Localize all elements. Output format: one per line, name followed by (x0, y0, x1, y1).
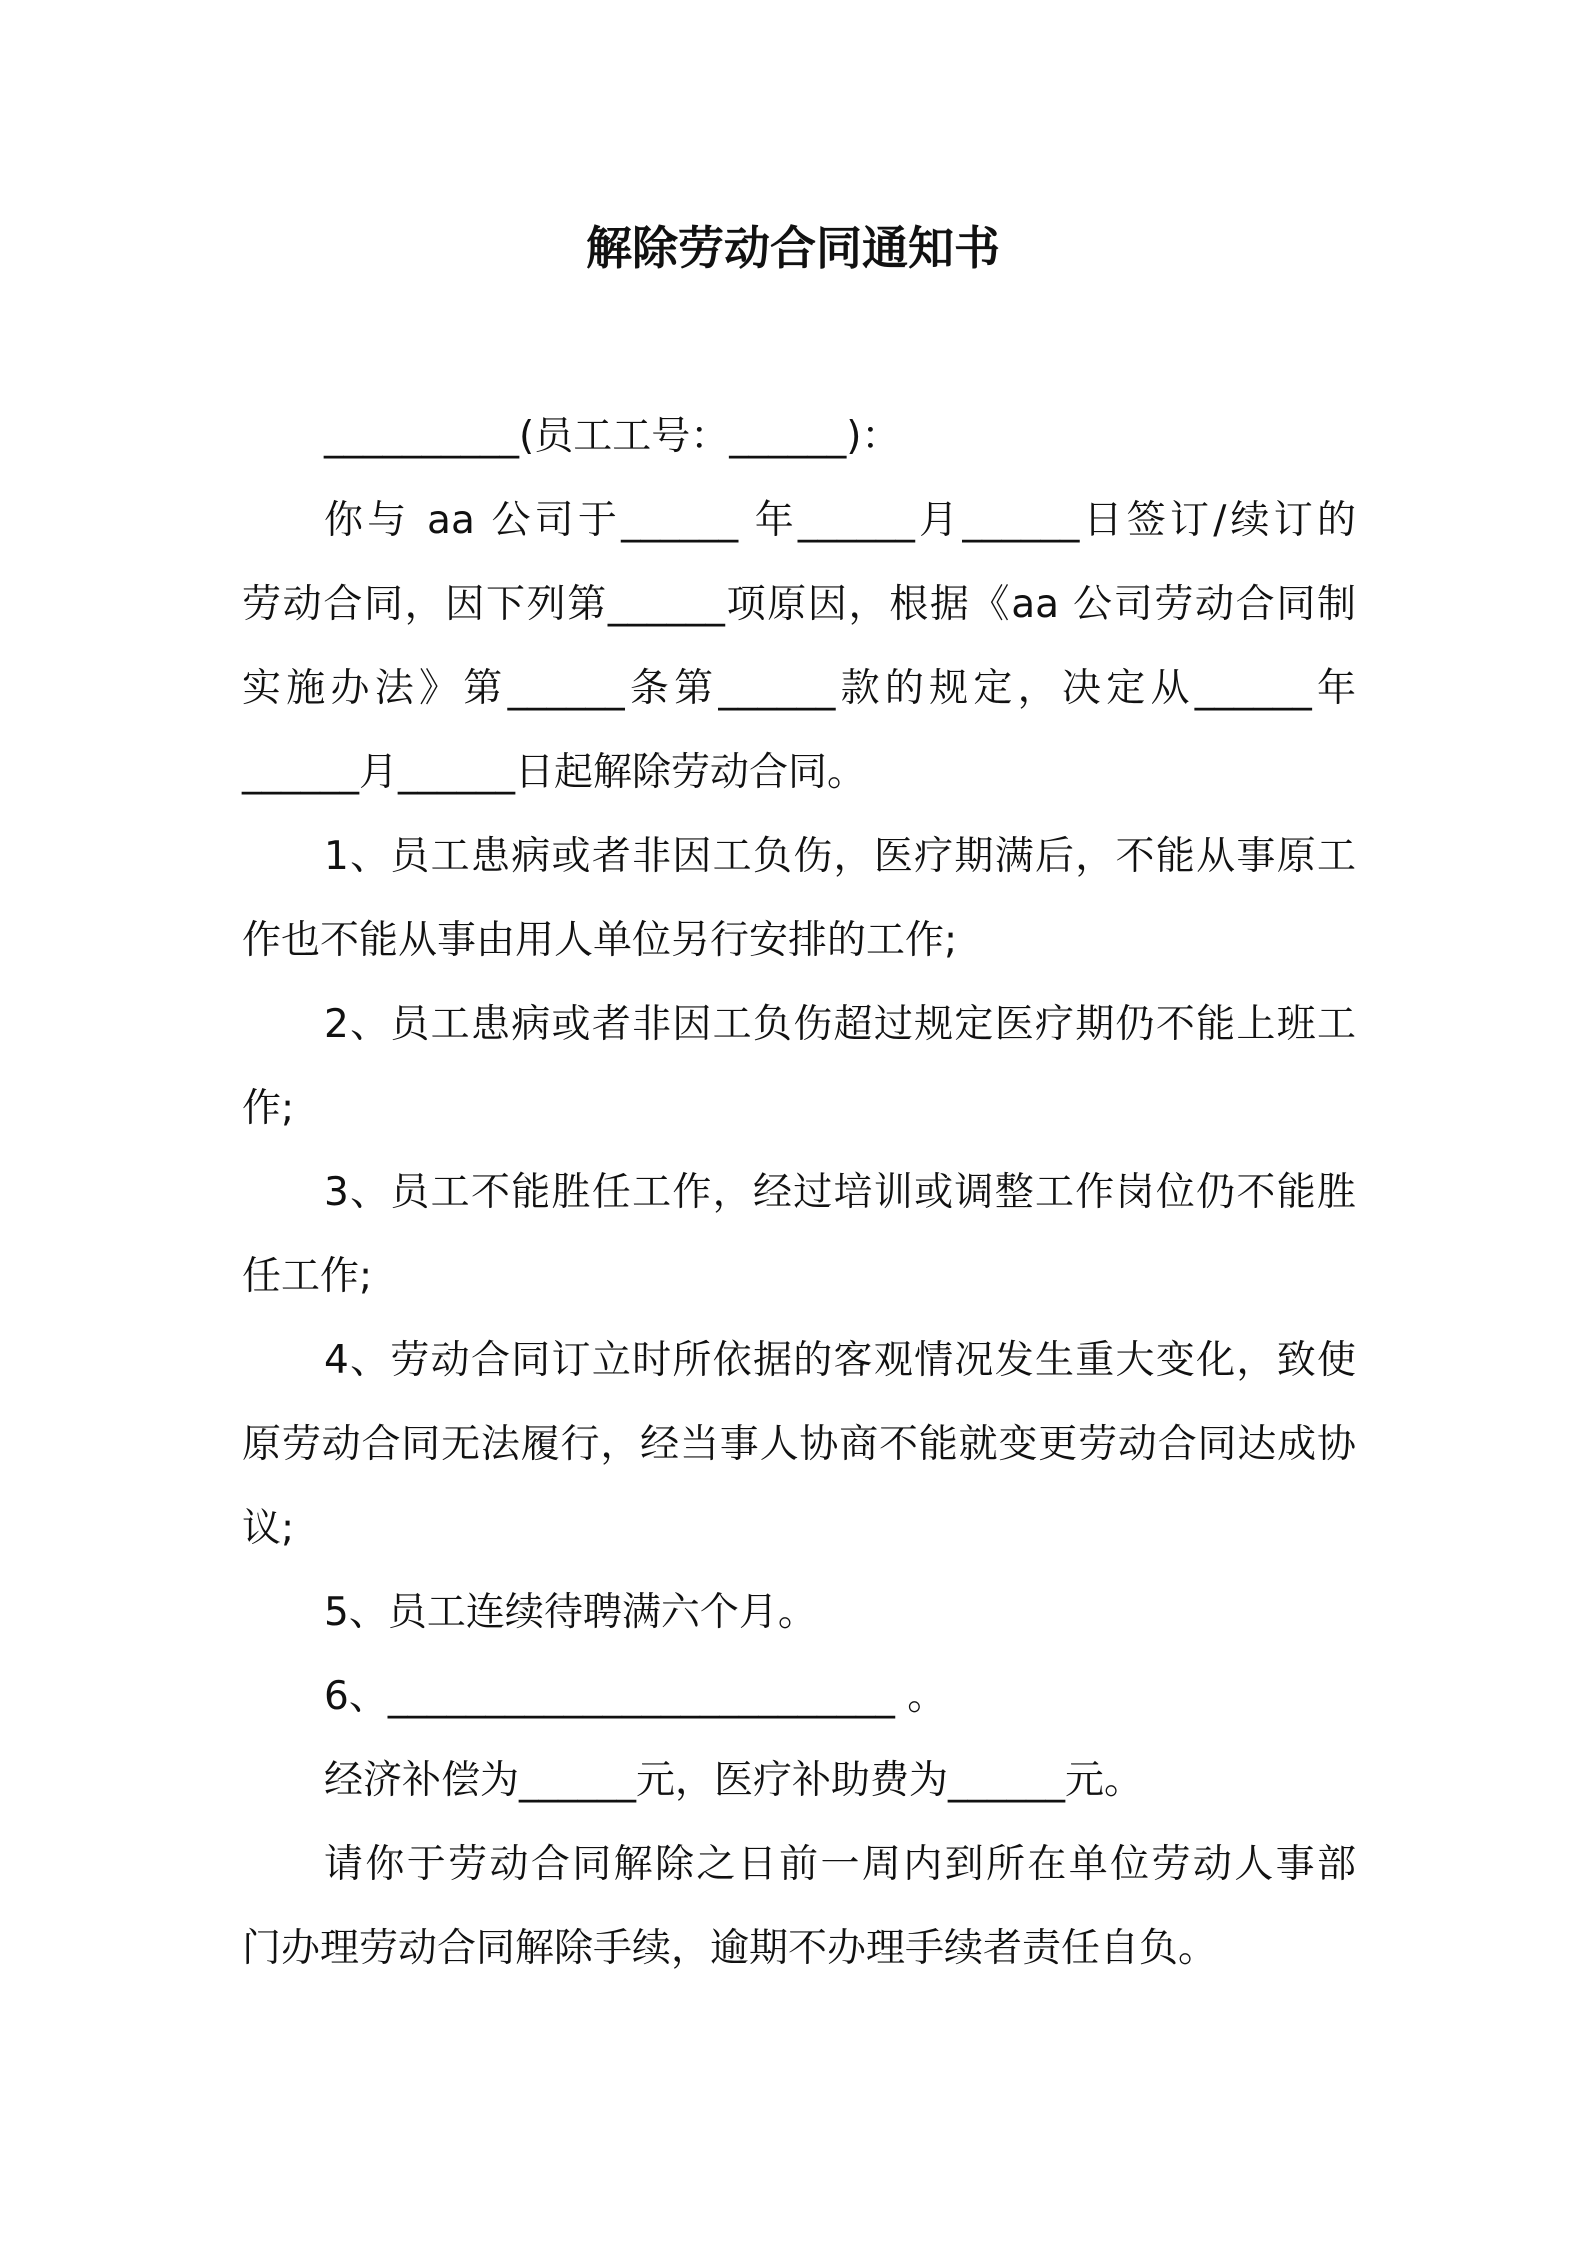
paragraph (242, 1151, 1356, 1319)
text-line: 2、员工患病或者非因工负伤超过规定医疗期仍不能上班工 (324, 1002, 1356, 1047)
text-line: 议; (242, 1506, 295, 1551)
text-line: 1、员工患病或者非因工负伤，医疗期满后，不能从事原工 (324, 834, 1356, 879)
paragraph (242, 395, 1356, 479)
paragraph (242, 983, 1356, 1151)
text-line: 4、劳动合同订立时所依据的客观情况发生重大变化，致使 (324, 1338, 1356, 1383)
text-line: 作; (242, 1086, 295, 1131)
text-line: 3、员工不能胜任工作，经过培训或调整工作岗位仍不能胜 (324, 1170, 1356, 1215)
text-line: 原劳动合同无法履行，经当事人协商不能就变更劳动合同达成协 (242, 1422, 1356, 1467)
text-line: 作也不能从事由用人单位另行安排的工作; (242, 918, 958, 963)
text-line: 门办理劳动合同解除手续，逾期不办理手续者责任自负。 (242, 1926, 1218, 1971)
paragraph (242, 1319, 1356, 1571)
document-title: 解除劳动合同通知书 (586, 221, 1000, 275)
text-line: 请你于劳动合同解除之日前一周内到所在单位劳动人事部 (324, 1842, 1356, 1887)
paragraph (242, 1655, 1356, 1739)
document-body (242, 395, 1356, 1991)
paragraph (242, 1823, 1356, 1991)
text-line: 任工作; (242, 1254, 373, 1299)
text-line: 5、员工连续待聘满六个月。 (324, 1590, 817, 1635)
paragraph (242, 815, 1356, 983)
text-line: __________(员工工号：______)： (324, 414, 901, 459)
text-line: 劳动合同，因下列第______项原因，根据《aa 公司劳动合同制 (242, 582, 1356, 627)
text-line: ______月______日起解除劳动合同。 (242, 750, 867, 795)
paragraph (242, 1739, 1356, 1823)
text-line: 实施办法》第______条第______款的规定，决定从______年 (242, 666, 1356, 711)
text-line: 你与 aa 公司于______ 年______月______日签订/续订的 (324, 498, 1356, 543)
paragraph (242, 1571, 1356, 1655)
paragraph (242, 479, 1356, 815)
text-line: 6、__________________________ 。 (324, 1674, 947, 1719)
text-line: 经济补偿为______元，医疗补助费为______元。 (324, 1758, 1144, 1803)
